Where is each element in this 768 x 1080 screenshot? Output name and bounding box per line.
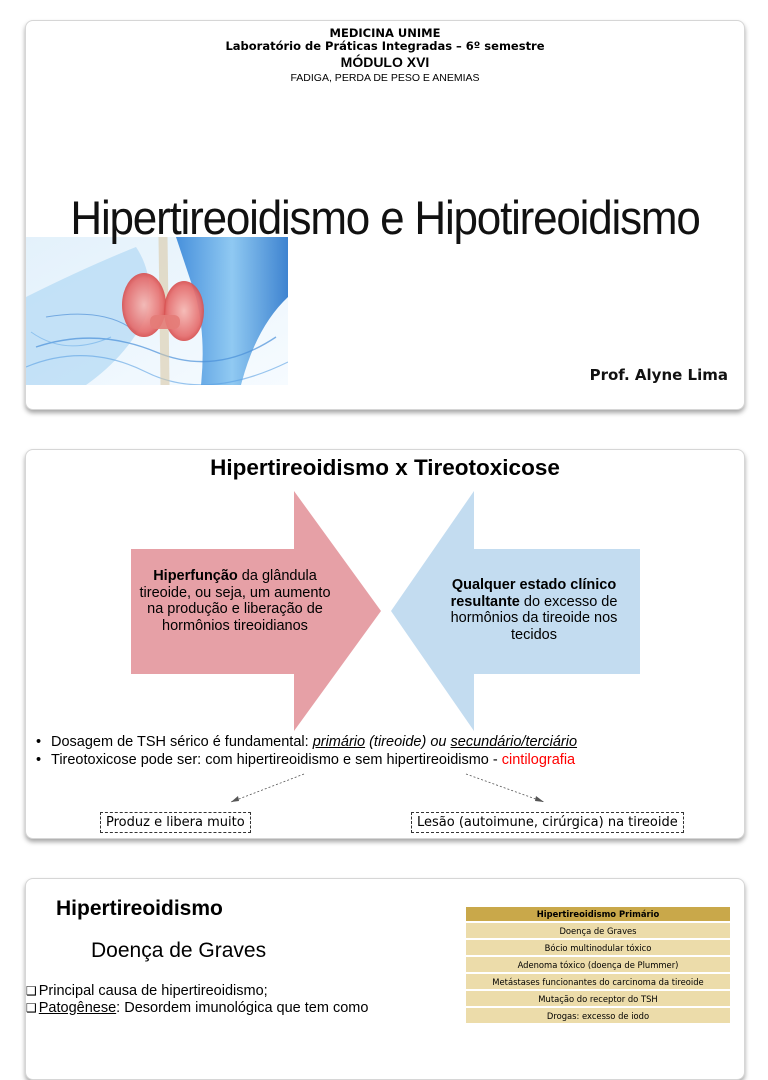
table-cell: Metástases funcionantes do carcinoma da tireoide	[466, 973, 730, 990]
connector-arrowhead-right	[535, 796, 544, 802]
professor-name: Prof. Alyne Lima	[589, 366, 728, 384]
lab-name: Laboratório de Práticas Integradas – 6º semestre	[225, 39, 545, 53]
module-topic: FADIGA, PERDA DE PESO E ANEMIAS	[290, 72, 480, 84]
connector-line-right	[466, 774, 544, 802]
etiology-table	[466, 907, 730, 1025]
graves-slide	[25, 878, 745, 1080]
table-cell: Bócio multinodular tóxico	[466, 939, 730, 956]
definition-text: do excesso de hormônios da tireoide nos tecidos	[450, 593, 618, 643]
table-row	[466, 939, 730, 956]
bullet-tsh	[34, 733, 734, 751]
table-row	[466, 922, 730, 939]
connector-line-left	[231, 774, 304, 802]
thyrotoxicosis-definition	[434, 577, 634, 643]
checkbox-bullet-icon: ❑	[26, 984, 37, 998]
item-text: Principal causa de hipertireoidismo;	[38, 983, 268, 999]
bullet-text-mid: (tireoide) ou	[365, 734, 451, 750]
list-item	[26, 1000, 368, 1017]
slide-header	[26, 27, 744, 85]
definition-bold: Hiperfunção	[153, 568, 238, 584]
table-header: Hipertireoidismo Primário	[466, 907, 730, 922]
definition-text: da glândula tireoide, ou seja, um aumento na produção e liberação de hormônios tireoidianos	[139, 568, 331, 634]
term-secondary: secundário/terciário	[450, 734, 578, 750]
module-name: MÓDULO XVI	[340, 54, 430, 70]
slide-subtitle: Doença de Graves	[91, 939, 267, 962]
hyperthyroidism-definition	[138, 568, 332, 634]
presentation-title: Hipertireoidismo e Hipotireoidismo	[70, 192, 700, 245]
item-text: : Desordem imunológica que tem como	[116, 1000, 369, 1016]
slide-title: Hipertireoidismo x Tireotoxicose	[210, 455, 560, 480]
table-cell: Doença de Graves	[466, 922, 730, 939]
title-slide	[25, 20, 745, 410]
item-term: Patogênese	[38, 1000, 117, 1016]
checkbox-list	[26, 983, 368, 1017]
table-cell: Drogas: excesso de iodo	[466, 1007, 730, 1024]
box-produces-releases: Produz e libera muito	[100, 812, 251, 833]
thyroid-illustration	[26, 237, 288, 385]
bullet-text: Dosagem de TSH sérico é fundamental:	[51, 734, 313, 750]
table-cell: Mutação do receptor do TSH	[466, 990, 730, 1007]
definition-bold: Qualquer estado clínico resultante	[450, 577, 617, 610]
table-cell: Adenoma tóxico (doença de Plummer)	[466, 956, 730, 973]
bullet-list	[34, 733, 734, 769]
table-row	[466, 956, 730, 973]
table-row	[466, 973, 730, 990]
table-row	[466, 1007, 730, 1024]
connector-arrowhead-left	[231, 796, 239, 802]
slide-title: Hipertireoidismo	[56, 897, 223, 920]
comparison-slide	[25, 449, 745, 839]
arrows-diagram	[26, 450, 744, 838]
highlight-scintigraphy: cintilografia	[501, 752, 576, 768]
list-item	[26, 983, 368, 1000]
box-gland-lesion: Lesão (autoimune, cirúrgica) na tireoide	[411, 812, 684, 833]
bullet-thyrotoxicosis	[34, 751, 734, 769]
table-row	[466, 990, 730, 1007]
term-primary: primário	[312, 734, 366, 750]
checkbox-bullet-icon: ❑	[26, 1001, 37, 1015]
bullet-text: Tireotoxicose pode ser: com hipertireoidismo e sem hipertireoidismo -	[51, 752, 502, 768]
institution-name: MEDICINA UNIME	[329, 26, 441, 40]
